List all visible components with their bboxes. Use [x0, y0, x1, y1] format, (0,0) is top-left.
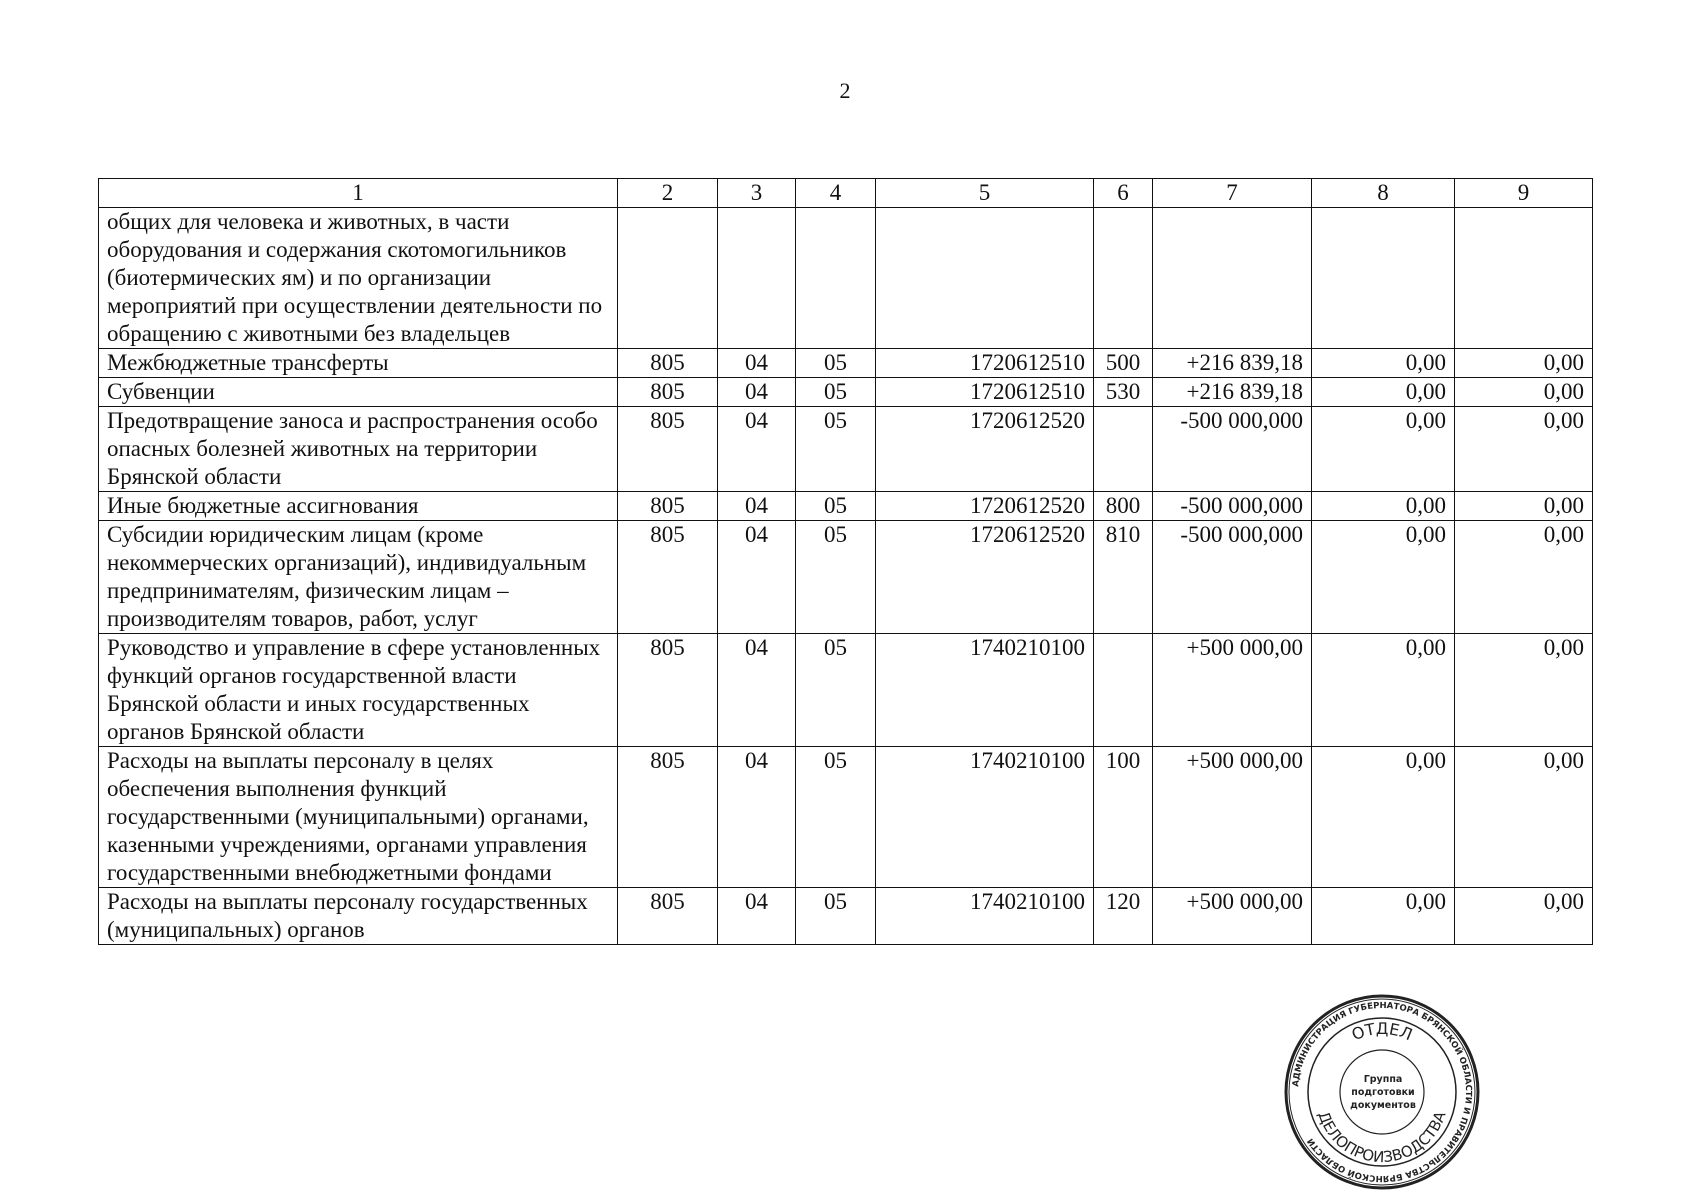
row-name: Субвенции: [99, 378, 618, 407]
row-amount-col8: [1312, 208, 1455, 349]
header-col-2: 2: [618, 179, 718, 208]
row-target-code: 1740210100: [876, 747, 1094, 888]
stamp-center-line-2: подготовки: [1351, 1087, 1415, 1098]
stamp-outer-text: АДМИНИСТРАЦИЯ ГУБЕРНАТОРА БРЯНСКОЙ ОБЛАСТИ И ПРАВИТЕЛЬСТВА БРЯНСКОЙ ОБЛАСТИ: [1291, 1000, 1474, 1184]
row-subsection: 05: [796, 349, 876, 378]
row-amount-col9: 0,00: [1455, 634, 1593, 747]
row-name: Руководство и управление в сфере установленных функций органов государственной власти Брянской области и иных государственных органов Брянской области: [99, 634, 618, 747]
row-admin-code: 805: [618, 407, 718, 492]
row-subsection: 05: [796, 378, 876, 407]
row-expense-type: 530: [1094, 378, 1153, 407]
row-amount-col9: 0,00: [1455, 349, 1593, 378]
table-row: [99, 492, 1593, 521]
row-target-code: [876, 208, 1094, 349]
row-amount-col7: +500 000,00: [1153, 888, 1312, 945]
row-amount-col7: +500 000,00: [1153, 634, 1312, 747]
header-col-5: 5: [876, 179, 1094, 208]
row-amount-col9: 0,00: [1455, 492, 1593, 521]
table-row: [99, 407, 1593, 492]
row-admin-code: 805: [618, 888, 718, 945]
row-target-code: 1720612510: [876, 349, 1094, 378]
stamp-arc-top: ОТДЕЛ: [1348, 1018, 1416, 1045]
table-row: [99, 634, 1593, 747]
row-target-code: 1740210100: [876, 888, 1094, 945]
header-col-7: 7: [1153, 179, 1312, 208]
row-admin-code: 805: [618, 492, 718, 521]
stamp-center-line-1: Группа: [1363, 1074, 1403, 1085]
row-admin-code: 805: [618, 634, 718, 747]
header-col-6: 6: [1094, 179, 1153, 208]
header-row: [99, 179, 1593, 208]
row-target-code: 1720612520: [876, 492, 1094, 521]
row-name: Расходы на выплаты персоналу в целях обеспечения выполнения функций государственными (муниципальными) органами, казенными учреждениями, органами управления государственными внебюджетными фондами: [99, 747, 618, 888]
row-admin-code: 805: [618, 349, 718, 378]
row-amount-col8: 0,00: [1312, 349, 1455, 378]
row-section: 04: [718, 747, 796, 888]
row-name: Предотвращение заноса и распространения особо опасных болезней животных на территории Брянской области: [99, 407, 618, 492]
header-col-4: 4: [796, 179, 876, 208]
row-amount-col8: 0,00: [1312, 407, 1455, 492]
table-row: [99, 747, 1593, 888]
row-subsection: 05: [796, 888, 876, 945]
budget-table: [98, 178, 1593, 945]
row-amount-col7: -500 000,000: [1153, 407, 1312, 492]
row-target-code: 1720612510: [876, 378, 1094, 407]
row-admin-code: [618, 208, 718, 349]
row-expense-type: 810: [1094, 521, 1153, 634]
row-subsection: [796, 208, 876, 349]
row-name: общих для человека и животных, в части оборудования и содержания скотомогильников (биотермических ям) и по организации мероприятий при осуществлении деятельности по обращению с животными без владельцев: [99, 208, 618, 349]
row-name: Расходы на выплаты персоналу государственных (муниципальных) органов: [99, 888, 618, 945]
row-expense-type: 120: [1094, 888, 1153, 945]
row-amount-col8: 0,00: [1312, 634, 1455, 747]
table-row: [99, 378, 1593, 407]
row-amount-col9: [1455, 208, 1593, 349]
row-amount-col7: -500 000,000: [1153, 492, 1312, 521]
table-row: [99, 888, 1593, 945]
row-amount-col9: 0,00: [1455, 378, 1593, 407]
row-section: 04: [718, 407, 796, 492]
row-section: [718, 208, 796, 349]
row-admin-code: 805: [618, 378, 718, 407]
stamp-arc-bottom: ДЕЛОПРОИЗВОДСТВА: [1314, 1108, 1450, 1167]
row-expense-type: 100: [1094, 747, 1153, 888]
row-amount-col8: 0,00: [1312, 747, 1455, 888]
row-amount-col8: 0,00: [1312, 378, 1455, 407]
row-target-code: 1720612520: [876, 521, 1094, 634]
row-amount-col7: +216 839,18: [1153, 349, 1312, 378]
row-admin-code: 805: [618, 747, 718, 888]
row-section: 04: [718, 521, 796, 634]
row-amount-col8: 0,00: [1312, 521, 1455, 634]
row-name: Иные бюджетные ассигнования: [99, 492, 618, 521]
table-body: [99, 208, 1593, 945]
row-amount-col9: 0,00: [1455, 747, 1593, 888]
row-name: Субсидии юридическим лицам (кроме некоммерческих организаций), индивидуальным предпринимателям, физическим лицам – производителям товаров, работ, услуг: [99, 521, 618, 634]
row-section: 04: [718, 492, 796, 521]
row-section: 04: [718, 888, 796, 945]
row-target-code: 1720612520: [876, 407, 1094, 492]
row-section: 04: [718, 634, 796, 747]
row-amount-col8: 0,00: [1312, 492, 1455, 521]
row-amount-col8: 0,00: [1312, 888, 1455, 945]
row-amount-col9: 0,00: [1455, 407, 1593, 492]
row-amount-col7: -500 000,000: [1153, 521, 1312, 634]
row-section: 04: [718, 349, 796, 378]
table-row: [99, 349, 1593, 378]
header-col-3: 3: [718, 179, 796, 208]
row-admin-code: 805: [618, 521, 718, 634]
row-expense-type: 800: [1094, 492, 1153, 521]
row-amount-col9: 0,00: [1455, 521, 1593, 634]
header-col-9: 9: [1455, 179, 1593, 208]
row-expense-type: [1094, 208, 1153, 349]
row-subsection: 05: [796, 407, 876, 492]
stamp-center-line-3: документов: [1350, 1100, 1416, 1111]
table-row: [99, 208, 1593, 349]
row-expense-type: [1094, 407, 1153, 492]
header-col-1: 1: [99, 179, 618, 208]
page-number: 2: [839, 78, 851, 103]
row-subsection: 05: [796, 492, 876, 521]
official-stamp: [1282, 992, 1482, 1192]
row-target-code: 1740210100: [876, 634, 1094, 747]
row-subsection: 05: [796, 747, 876, 888]
row-expense-type: 500: [1094, 349, 1153, 378]
row-subsection: 05: [796, 521, 876, 634]
row-amount-col7: [1153, 208, 1312, 349]
row-subsection: 05: [796, 634, 876, 747]
row-amount-col7: +216 839,18: [1153, 378, 1312, 407]
table-row: [99, 521, 1593, 634]
row-amount-col9: 0,00: [1455, 888, 1593, 945]
header-col-8: 8: [1312, 179, 1455, 208]
row-name: Межбюджетные трансферты: [99, 349, 618, 378]
row-expense-type: [1094, 634, 1153, 747]
row-section: 04: [718, 378, 796, 407]
table-header: [99, 179, 1593, 208]
row-amount-col7: +500 000,00: [1153, 747, 1312, 888]
